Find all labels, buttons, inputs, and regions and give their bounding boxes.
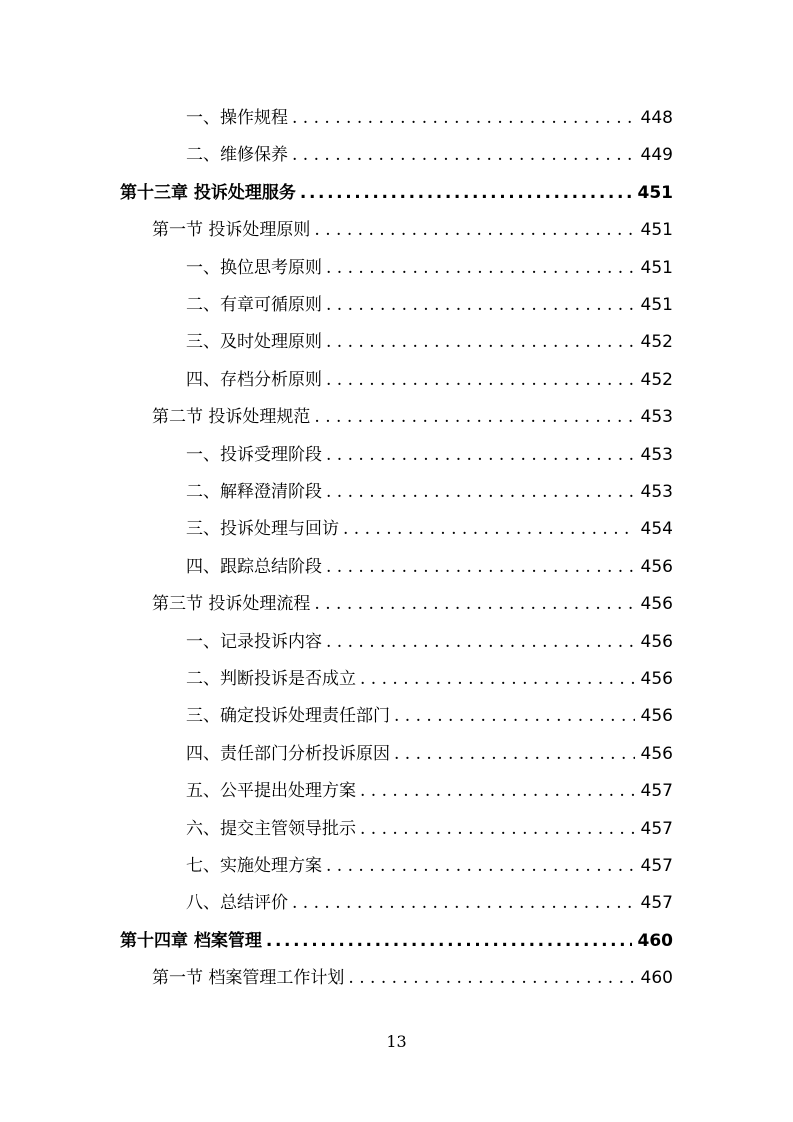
toc-entry-page: 457 <box>640 856 673 876</box>
toc-entry-label: 第十四章 档案管理 <box>120 930 262 951</box>
toc-dot-leader <box>292 100 635 137</box>
toc-entry-label: 六、提交主管领导批示 <box>186 818 356 839</box>
toc-subsection-entry[interactable] <box>186 474 673 511</box>
toc-subsection-entry[interactable] <box>186 362 673 399</box>
toc-dot-leader <box>326 324 635 361</box>
toc-dot-leader <box>326 362 635 399</box>
toc-entry-page: 460 <box>637 930 673 951</box>
toc-dot-leader <box>314 212 634 249</box>
toc-subsection-entry[interactable] <box>186 736 673 773</box>
toc-entry-label: 第十三章 投诉处理服务 <box>120 182 296 203</box>
toc-dot-leader <box>326 474 635 511</box>
toc-entry-label: 第一节 档案管理工作计划 <box>152 968 345 989</box>
toc-subsection-entry[interactable] <box>186 287 673 324</box>
page-number: 13 <box>386 1032 407 1051</box>
toc-dot-leader <box>326 549 635 586</box>
toc-entry-label: 一、操作规程 <box>186 108 288 128</box>
toc-subsection-entry[interactable] <box>186 437 673 474</box>
toc-section-entry[interactable] <box>152 399 673 436</box>
toc-entry-page: 457 <box>640 781 673 802</box>
toc-subsection-entry[interactable] <box>186 549 673 586</box>
toc-dot-leader <box>348 960 634 997</box>
toc-entry-page: 456 <box>640 706 673 727</box>
toc-chapter-entry[interactable] <box>120 923 673 960</box>
toc-entry-label: 一、记录投诉内容 <box>186 631 322 652</box>
toc-dot-leader <box>300 175 632 212</box>
toc-entry-label: 一、换位思考原则 <box>186 257 322 278</box>
toc-entry-page: 453 <box>640 444 673 465</box>
toc-entry-page: 456 <box>640 669 673 689</box>
toc-subsection-entry[interactable] <box>186 811 673 848</box>
toc-chapter-entry[interactable] <box>120 175 673 212</box>
toc-entry-page: 449 <box>640 145 673 166</box>
toc-dot-leader <box>326 287 635 324</box>
toc-entry-label: 第三节 投诉处理流程 <box>152 594 311 615</box>
toc-entry-page: 456 <box>640 631 673 652</box>
toc-entry-label: 四、跟踪总结阶段 <box>186 556 322 577</box>
toc-entry-label: 四、存档分析原则 <box>186 369 322 390</box>
toc-subsection-entry[interactable] <box>186 250 673 287</box>
toc-entry-label: 五、公平提出处理方案 <box>186 781 356 802</box>
toc-entry-page: 460 <box>640 968 673 989</box>
toc-dot-leader <box>326 437 635 474</box>
toc-entry-label: 八、总结评价 <box>186 893 288 914</box>
toc-entry-label: 二、解释澄清阶段 <box>186 482 322 502</box>
toc-dot-leader <box>314 399 634 436</box>
toc-entry-label: 二、判断投诉是否成立 <box>186 669 356 689</box>
toc-entry-page: 448 <box>640 108 673 128</box>
toc-subsection-entry[interactable] <box>186 324 673 361</box>
toc-entry-label: 二、维修保养 <box>186 145 288 166</box>
toc-dot-leader <box>360 661 635 698</box>
toc-dot-leader <box>292 137 635 174</box>
toc-dot-leader <box>394 698 635 735</box>
toc-entry-page: 451 <box>637 182 673 203</box>
toc-dot-leader <box>343 511 635 548</box>
toc-entry-page: 451 <box>640 295 673 315</box>
toc-entry-label: 三、投诉处理与回访 <box>186 519 339 540</box>
toc-section-entry[interactable] <box>152 960 673 997</box>
toc-section-entry[interactable] <box>152 586 673 623</box>
toc-entry-label: 第一节 投诉处理原则 <box>152 220 311 241</box>
toc-entry-label: 二、有章可循原则 <box>186 295 322 315</box>
toc-entry-label: 三、确定投诉处理责任部门 <box>186 706 390 727</box>
toc-entry-label: 七、实施处理方案 <box>186 856 322 876</box>
toc-entry-page: 456 <box>640 743 673 764</box>
toc-entry-page: 454 <box>640 519 673 540</box>
toc-subsection-entry[interactable] <box>186 698 673 735</box>
toc-entry-page: 456 <box>640 556 673 577</box>
toc-dot-leader <box>314 586 634 623</box>
toc-entry-label: 第二节 投诉处理规范 <box>152 407 311 428</box>
toc-entry-label: 一、投诉受理阶段 <box>186 444 322 465</box>
toc-subsection-entry[interactable] <box>186 773 673 810</box>
toc-entry-label: 四、责任部门分析投诉原因 <box>186 743 390 764</box>
toc-subsection-entry[interactable] <box>186 885 673 922</box>
toc-dot-leader <box>360 773 635 810</box>
toc-subsection-entry[interactable] <box>186 624 673 661</box>
toc-entry-page: 452 <box>640 332 673 353</box>
toc-subsection-entry[interactable] <box>186 511 673 548</box>
toc-subsection-entry[interactable] <box>186 848 673 885</box>
toc-entry-page: 453 <box>640 482 673 502</box>
toc-dot-leader <box>266 923 632 960</box>
toc-subsection-entry[interactable] <box>186 100 673 137</box>
toc-dot-leader <box>292 885 635 922</box>
toc-entry-page: 452 <box>640 369 673 390</box>
toc-entry-page: 453 <box>640 407 673 428</box>
toc-dot-leader <box>326 624 635 661</box>
toc-dot-leader <box>326 848 635 885</box>
toc-entry-page: 456 <box>640 594 673 615</box>
toc-entry-page: 457 <box>640 893 673 914</box>
toc-entry-page: 451 <box>640 257 673 278</box>
toc-entry-page: 457 <box>640 818 673 839</box>
toc-subsection-entry[interactable] <box>186 137 673 174</box>
toc-subsection-entry[interactable] <box>186 661 673 698</box>
toc-dot-leader <box>394 736 635 773</box>
toc-entry-label: 三、及时处理原则 <box>186 332 322 353</box>
toc-section-entry[interactable] <box>152 212 673 249</box>
toc-dot-leader <box>360 811 635 848</box>
toc-entry-page: 451 <box>640 220 673 241</box>
toc-dot-leader <box>326 250 635 287</box>
